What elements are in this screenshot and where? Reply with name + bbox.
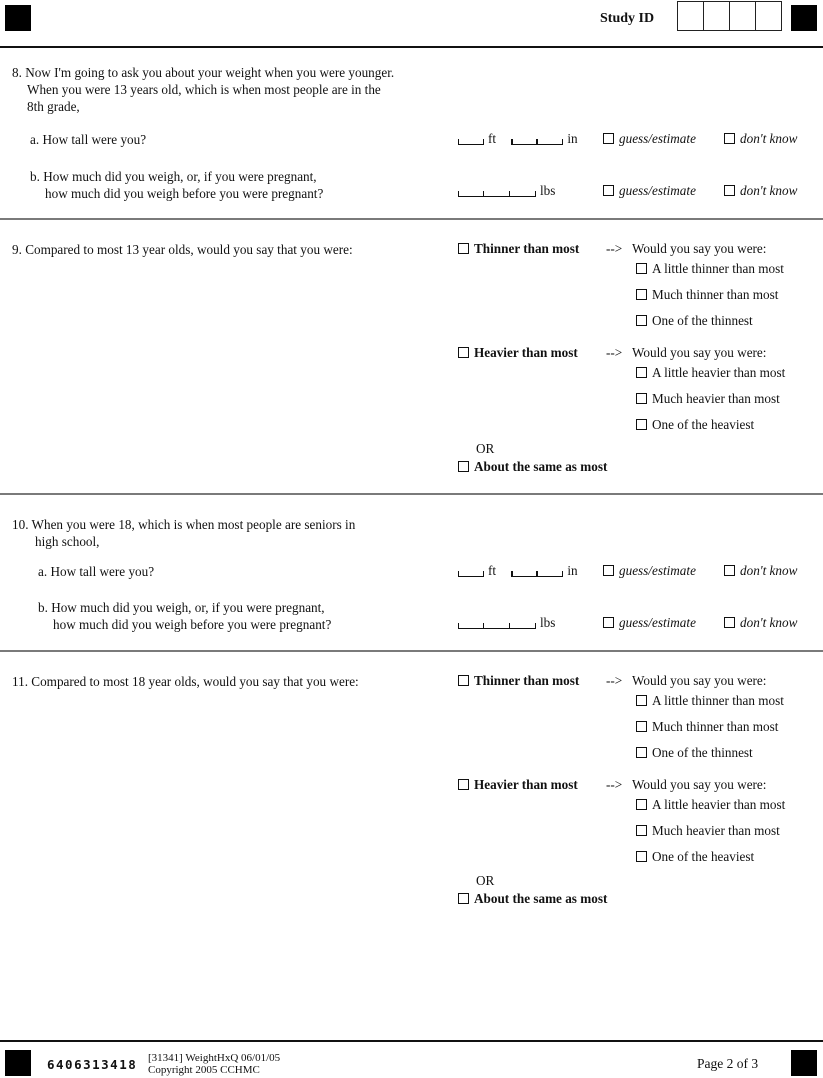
form-code: [31341] WeightHxQ 06/01/05 (148, 1052, 281, 1064)
copyright: Copyright 2005 CCHMC (148, 1064, 260, 1076)
question-8b-label (30, 168, 323, 202)
question-11-heavier-option-2[interactable] (636, 823, 780, 839)
option-label: A little thinner than most (652, 261, 784, 276)
followup-prompt: Would you say you were: (632, 345, 767, 360)
question-11-thinner-checkbox[interactable] (458, 673, 579, 689)
checkbox-icon[interactable] (636, 695, 647, 706)
question-11-same-checkbox[interactable] (458, 891, 607, 907)
pounds-entry-box[interactable] (458, 188, 536, 197)
checkbox-icon[interactable] (724, 133, 735, 144)
question-8a-height-entry[interactable] (458, 131, 578, 147)
checkbox-icon[interactable] (458, 461, 469, 472)
question-9-thinner-checkbox[interactable] (458, 241, 579, 257)
page-number: Page 2 of 3 (697, 1056, 759, 1071)
form-number: 6406313418 (47, 1057, 138, 1072)
question-8-text: 8. Now I'm going to ask you about your weight when you were younger. (12, 65, 395, 80)
question-8a-guess-checkbox[interactable] (603, 131, 696, 147)
section-divider (0, 218, 823, 220)
registration-marker-bottom-left (5, 1050, 31, 1076)
thinner-label: Thinner than most (474, 673, 580, 688)
checkbox-icon[interactable] (636, 393, 647, 404)
question-10b-label (38, 599, 331, 633)
guess-label: guess/estimate (619, 131, 696, 146)
study-id-digit-box[interactable] (730, 2, 756, 30)
question-10a-guess-checkbox[interactable] (603, 563, 696, 579)
same-label: About the same as most (474, 459, 608, 474)
thinner-label: Thinner than most (474, 241, 580, 256)
option-label: Much thinner than most (652, 287, 779, 302)
question-9-heavier-option-1[interactable] (636, 365, 785, 381)
question-9-heavier-option-3[interactable] (636, 417, 754, 433)
followup-prompt: Would you say you were: (632, 777, 767, 792)
dont-know-label: don't know (740, 563, 798, 578)
heavier-label: Heavier than most (474, 777, 578, 792)
question-11-thinner-option-1[interactable] (636, 693, 784, 709)
arrow-label: --> (606, 673, 623, 688)
heavier-label: Heavier than most (474, 345, 578, 360)
question-9-thinner-option-1[interactable] (636, 261, 784, 277)
question-9-same-checkbox[interactable] (458, 459, 607, 475)
checkbox-icon[interactable] (636, 721, 647, 732)
feet-entry-box[interactable] (458, 568, 484, 577)
checkbox-icon[interactable] (458, 243, 469, 254)
checkbox-icon[interactable] (636, 289, 647, 300)
or-label: OR (476, 873, 495, 888)
study-id-field[interactable] (677, 1, 782, 31)
feet-entry-box[interactable] (458, 136, 484, 145)
followup-prompt: Would you say you were: (632, 241, 767, 256)
question-10 (12, 516, 355, 550)
same-label: About the same as most (474, 891, 608, 906)
guess-label: guess/estimate (619, 183, 696, 198)
guess-label: guess/estimate (619, 615, 696, 630)
feet-unit: ft (488, 131, 497, 146)
option-label: A little thinner than most (652, 693, 784, 708)
question-10b-guess-checkbox[interactable] (603, 615, 696, 631)
question-10a-label: a. How tall were you? (38, 564, 155, 579)
dont-know-label: don't know (740, 615, 798, 630)
arrow-label: --> (606, 241, 623, 256)
checkbox-icon[interactable] (636, 367, 647, 378)
question-9-thinner-option-2[interactable] (636, 287, 778, 303)
option-label: One of the heaviest (652, 849, 755, 864)
dont-know-label: don't know (740, 183, 798, 198)
question-8b-dont-know-checkbox[interactable] (724, 183, 797, 199)
checkbox-icon[interactable] (603, 617, 614, 628)
arrow-label: --> (606, 777, 623, 792)
question-10a-dont-know-checkbox[interactable] (724, 563, 797, 579)
checkbox-icon[interactable] (724, 617, 735, 628)
checkbox-icon[interactable] (458, 675, 469, 686)
section-divider (0, 493, 823, 495)
question-8-text-cont: 8th grade, (27, 99, 80, 114)
study-id-digit-box[interactable] (704, 2, 730, 30)
inches-unit: in (567, 563, 578, 578)
checkbox-icon[interactable] (636, 315, 647, 326)
pounds-unit: lbs (540, 615, 556, 630)
option-label: Much heavier than most (652, 391, 780, 406)
study-id-digit-box[interactable] (678, 2, 704, 30)
or-label: OR (476, 441, 495, 456)
footer-divider (0, 1040, 823, 1042)
question-9-heavier-option-2[interactable] (636, 391, 780, 407)
feet-unit: ft (488, 563, 497, 578)
inches-entry-box[interactable] (511, 136, 563, 145)
checkbox-icon[interactable] (603, 185, 614, 196)
option-label: Much heavier than most (652, 823, 780, 838)
inches-entry-box[interactable] (511, 568, 563, 577)
question-10-text-cont: high school, (35, 534, 100, 549)
question-10b-text: b. How much did you weigh, or, if you were pregnant, (38, 600, 325, 615)
question-11-thinner-option-3[interactable] (636, 745, 753, 761)
form-info (148, 1052, 280, 1076)
question-8b-guess-checkbox[interactable] (603, 183, 696, 199)
checkbox-icon[interactable] (458, 893, 469, 904)
question-10b-weight-entry[interactable] (458, 615, 555, 631)
question-9-heavier-checkbox[interactable] (458, 345, 578, 361)
question-11-text: 11. Compared to most 18 year olds, would you say that you were: (12, 674, 359, 689)
question-9-text: 9. Compared to most 13 year olds, would you say that you were: (12, 242, 353, 257)
option-label: One of the heaviest (652, 417, 755, 432)
question-8a-label: a. How tall were you? (30, 132, 147, 147)
option-label: One of the thinnest (652, 313, 753, 328)
registration-marker-bottom-right (791, 1050, 817, 1076)
checkbox-icon[interactable] (636, 799, 647, 810)
section-divider (0, 650, 823, 652)
study-id-digit-box[interactable] (756, 2, 781, 30)
question-10b-text-cont: how much did you weigh before you were pregnant? (53, 617, 332, 632)
question-9-thinner-option-3[interactable] (636, 313, 753, 329)
checkbox-icon[interactable] (636, 825, 647, 836)
question-8b-text-cont: how much did you weigh before you were pregnant? (45, 186, 324, 201)
checkbox-icon[interactable] (603, 133, 614, 144)
dont-know-label: don't know (740, 131, 798, 146)
checkbox-icon[interactable] (458, 347, 469, 358)
pounds-unit: lbs (540, 183, 556, 198)
checkbox-icon[interactable] (458, 779, 469, 790)
guess-label: guess/estimate (619, 563, 696, 578)
checkbox-icon[interactable] (724, 185, 735, 196)
checkbox-icon[interactable] (636, 851, 647, 862)
option-label: A little heavier than most (652, 365, 786, 380)
question-10b-dont-know-checkbox[interactable] (724, 615, 797, 631)
question-8b-weight-entry[interactable] (458, 183, 555, 199)
question-8-text-cont: When you were 13 years old, which is when most people are in the (27, 82, 381, 97)
header-divider (0, 46, 823, 48)
followup-prompt: Would you say you were: (632, 673, 767, 688)
question-11-heavier-checkbox[interactable] (458, 777, 578, 793)
checkbox-icon[interactable] (636, 263, 647, 274)
checkbox-icon[interactable] (724, 565, 735, 576)
pounds-entry-box[interactable] (458, 620, 536, 629)
option-label: A little heavier than most (652, 797, 786, 812)
question-10-text: 10. When you were 18, which is when most people are seniors in (12, 517, 356, 532)
question-11-thinner-option-2[interactable] (636, 719, 778, 735)
arrow-label: --> (606, 345, 623, 360)
checkbox-icon[interactable] (636, 419, 647, 430)
question-11-heavier-option-3[interactable] (636, 849, 754, 865)
checkbox-icon[interactable] (603, 565, 614, 576)
question-8a-dont-know-checkbox[interactable] (724, 131, 797, 147)
study-id-label: Study ID (600, 11, 655, 26)
question-8 (12, 64, 394, 115)
question-11-heavier-option-1[interactable] (636, 797, 785, 813)
question-10a-height-entry[interactable] (458, 563, 578, 579)
inches-unit: in (567, 131, 578, 146)
question-8b-text: b. How much did you weigh, or, if you were pregnant, (30, 169, 317, 184)
option-label: Much thinner than most (652, 719, 779, 734)
option-label: One of the thinnest (652, 745, 753, 760)
registration-marker-top-right (791, 5, 817, 31)
registration-marker-top-left (5, 5, 31, 31)
checkbox-icon[interactable] (636, 747, 647, 758)
